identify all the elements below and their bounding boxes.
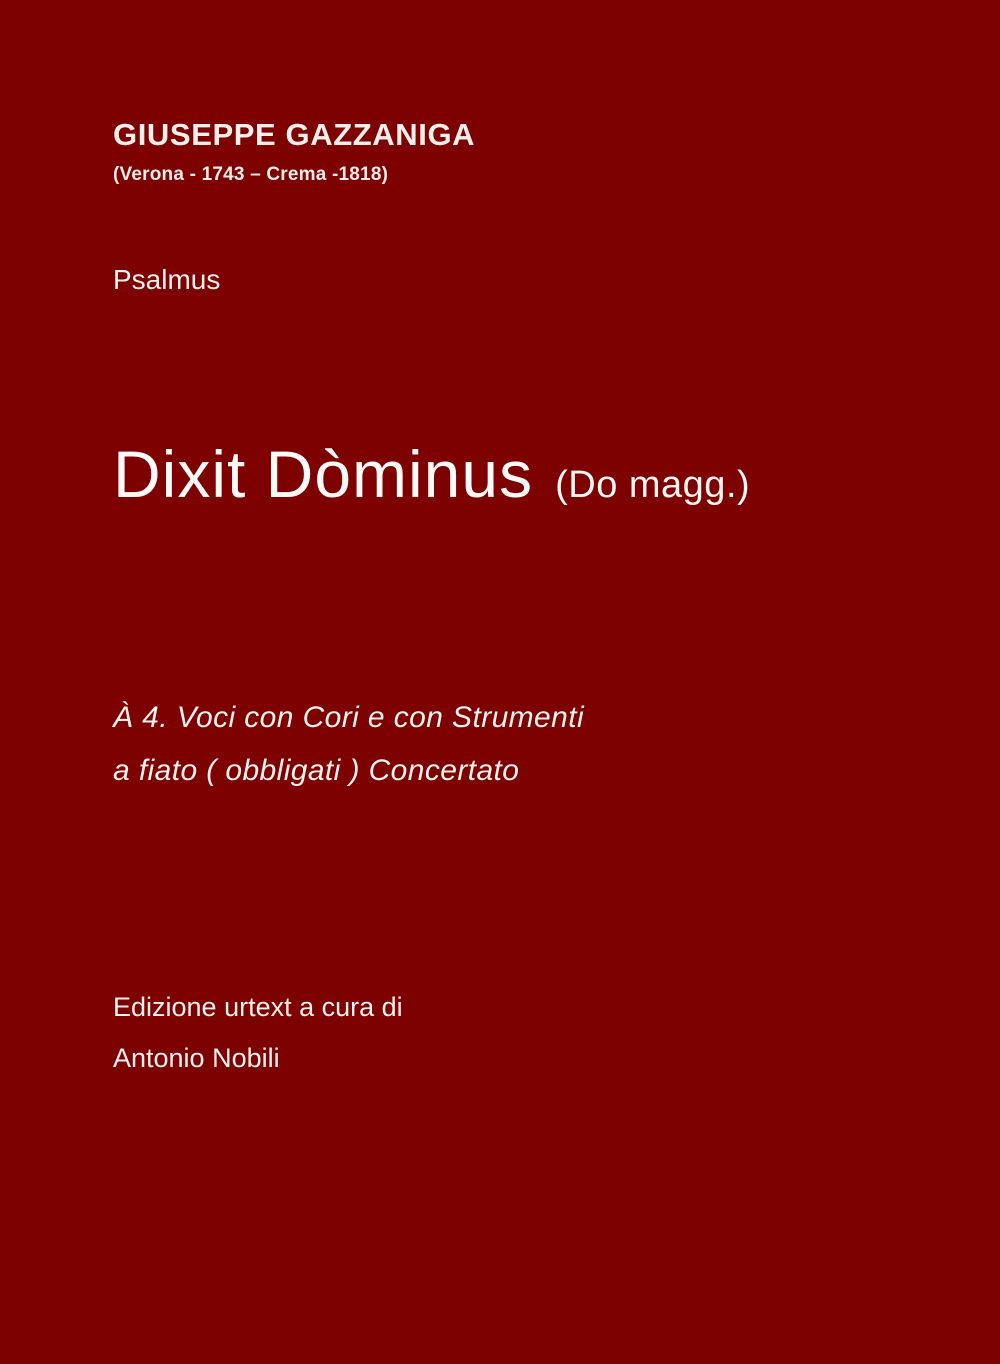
editor-name: Antonio Nobili <box>113 1043 280 1074</box>
work-genre: Psalmus <box>113 264 221 296</box>
work-title-main: Dixit Dòminus <box>113 437 534 512</box>
work-title <box>113 436 913 512</box>
edition-credit <box>113 982 913 1085</box>
edition-credit-line-1: Edizione urtext a cura di <box>113 992 403 1023</box>
scoring-description <box>113 692 913 797</box>
composer-block <box>113 118 913 186</box>
composer-name: GIUSEPPE GAZZANIGA <box>113 117 476 152</box>
work-title-key: (Do magg.) <box>555 464 751 507</box>
scoring-line-1: À 4. Voci con Cori e con Strumenti <box>113 701 585 735</box>
title-page-content <box>113 118 913 1085</box>
composer-dates: (Verona - 1743 – Crema -1818) <box>113 164 389 186</box>
scoring-line-2: a fiato ( obbligati ) Concertato <box>113 753 520 787</box>
